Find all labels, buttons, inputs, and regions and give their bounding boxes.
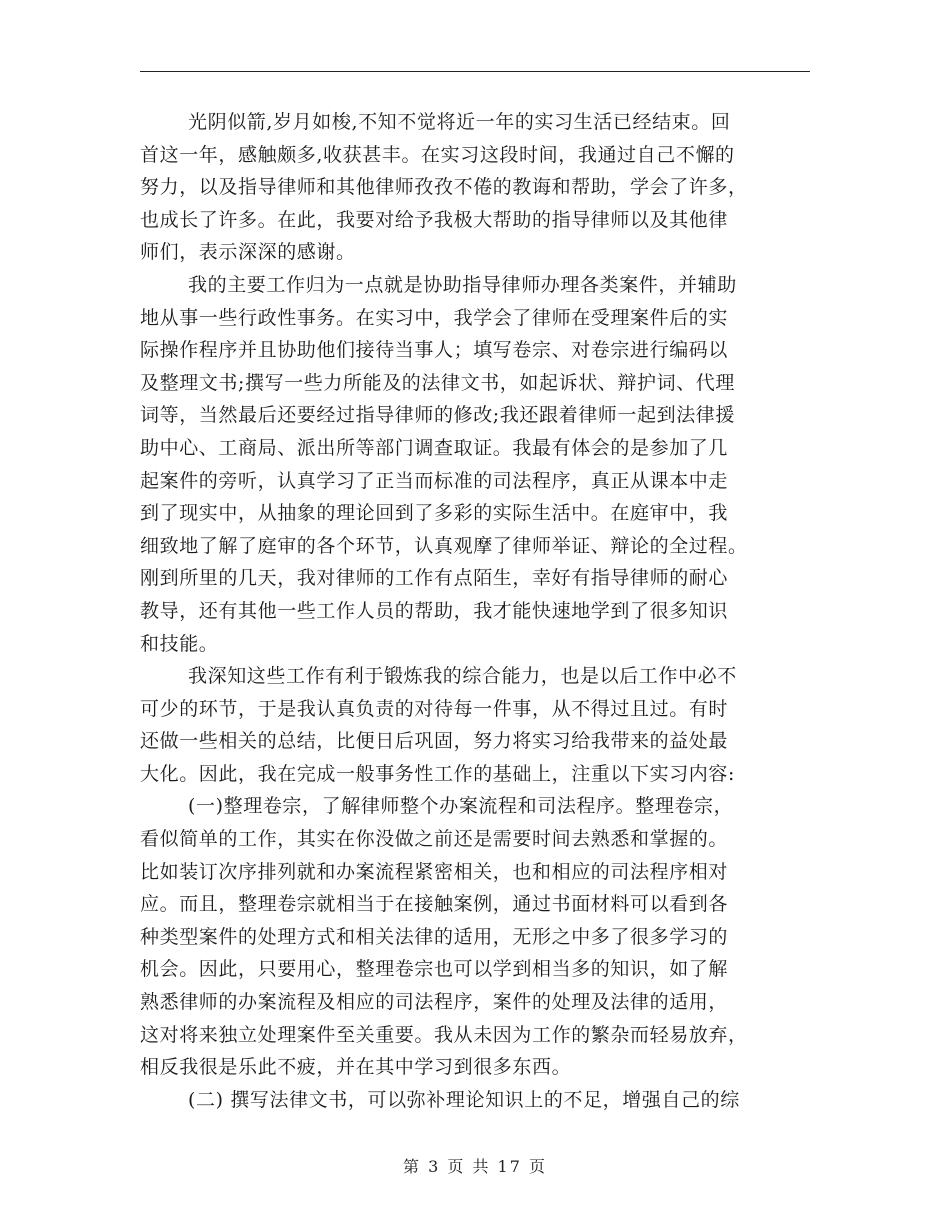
text-line: 机会。因此，只要用心，整理卷宗也可以学到相当多的知识，如了解 (140, 958, 729, 981)
text-line: 和技能。 (140, 632, 219, 655)
text-line: 师们，表示深深的感谢。 (140, 241, 356, 264)
text-line: 词等，当然最后还要经过指导律师的修改;我还跟着律师一起到法律援 (140, 404, 736, 427)
text-line: 教导，还有其他一些工作人员的帮助，我才能快速地学到了很多知识 (140, 599, 729, 622)
text-line: 这对将来独立处理案件至关重要。我从未因为工作的繁杂而轻易放弃， (140, 1023, 748, 1046)
text-line: 努力，以及指导律师和其他律师孜孜不倦的教诲和帮助，学会了许多， (140, 176, 748, 199)
page-number-label: 第 3 页 共 17 页 (403, 1157, 547, 1176)
text-line: 也成长了许多。在此，我要对给予我极大帮助的指导律师以及其他律 (140, 208, 729, 231)
text-line: 际操作程序并且协助他们接待当事人；填写卷宗、对卷宗进行编码以 (140, 339, 729, 362)
text-line: 熟悉律师的办案流程及相应的司法程序，案件的处理及法律的适用， (140, 991, 729, 1014)
text-line: 首这一年，感触颇多,收获甚丰。在实习这段时间，我通过自己不懈的 (140, 143, 735, 166)
header-rule (140, 71, 810, 72)
text-line: 我深知这些工作有利于锻炼我的综合能力，也是以后工作中必不 (188, 665, 737, 688)
text-line: 助中心、工商局、派出所等部门调查取证。我最有体会的是参加了几 (140, 436, 729, 459)
document-body (140, 106, 810, 1116)
text-line: 看似简单的工作，其实在你没做之前还是需要时间去熟悉和掌握的。 (140, 828, 729, 851)
text-line: 刚到所里的几天，我对律师的工作有点陌生，幸好有指导律师的耐心 (140, 567, 729, 590)
text-line: 大化。因此，我在完成一般事务性工作的基础上，注重以下实习内容: (140, 762, 736, 785)
text-line: 比如装订次序排列就和办案流程紧密相关，也和相应的司法程序相对 (140, 860, 729, 883)
text-line: 起案件的旁听，认真学习了正当而标准的司法程序，真正从课本中走 (140, 469, 729, 492)
text-line: 相反我很是乐此不疲，并在其中学习到很多东西。 (140, 1056, 572, 1079)
text-line: 可少的环节，于是我认真负责的对待每一件事，从不得过且过。有时 (140, 697, 729, 720)
text-line: 我的主要工作归为一点就是协助指导律师办理各类案件，并辅助 (188, 273, 737, 296)
text-line: 应。而且，整理卷宗就相当于在接触案例，通过书面材料可以看到各 (140, 893, 729, 916)
text-line: 及整理文书;撰写一些力所能及的法律文书，如起诉状、辩护词、代理 (140, 371, 736, 394)
text-line: (二) 撰写法律文书，可以弥补理论知识上的不足，增强自己的综 (188, 1088, 740, 1111)
text-line: 种类型案件的处理方式和相关法律的适用，无形之中多了很多学习的 (140, 925, 729, 948)
text-line: 到了现实中，从抽象的理论回到了多彩的实际生活中。在庭审中，我 (140, 502, 729, 525)
page-footer (0, 1154, 950, 1177)
text-line: (一)整理卷宗，了解律师整个办案流程和司法程序。整理卷宗， (188, 795, 734, 818)
text-line: 还做一些相关的总结，比便日后巩固，努力将实习给我带来的益处最 (140, 730, 729, 753)
text-line: 光阴似箭,岁月如梭,不知不觉将近一年的实习生活已经结束。回 (188, 111, 731, 133)
text-line: 细致地了解了庭审的各个环节，认真观摩了律师举证、辩论的全过程。 (140, 534, 748, 557)
text-line: 地从事一些行政性事务。在实习中，我学会了律师在受理案件后的实 (140, 306, 729, 329)
